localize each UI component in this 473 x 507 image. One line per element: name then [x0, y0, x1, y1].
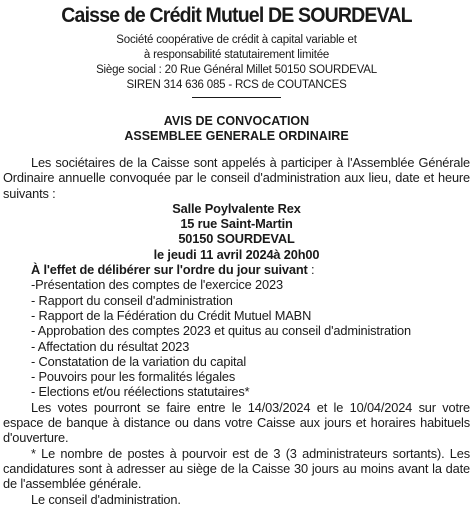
venue-city: 50150 SOURDEVAL	[178, 231, 295, 247]
agenda-item: - Affectation du résultat 2023	[31, 338, 190, 354]
head-office-line: Siège social : 20 Rue Général Millet 50150 SOURDEVAL	[96, 64, 377, 76]
agenda-item: - Constatation de la variation du capital	[31, 353, 247, 369]
meeting-date: le jeudi 11 avril 2024à 20h00	[153, 246, 320, 262]
notice-heading	[0, 114, 473, 144]
agenda-item: - Elections et/ou réélections statutaires*	[31, 384, 250, 400]
notice-heading-line-2: ASSEMBLEE GENERALE ORDINAIRE	[124, 129, 349, 143]
intro-paragraph: Les sociétaires de la Caisse sont appelés à participer à l'Assemblée Générale Ordinaire annuelle convoquée par le conseil d'administration aux lieu, date et heure suivants :	[3, 155, 470, 201]
candidates-paragraph: * Le nombre de postes à pourvoir est de 3 (3 administrateurs sortants). Les candidatures sont à adresser au siège de la Caisse 30 jours au moins avant la date de l'assemblée générale.	[3, 445, 470, 492]
company-details	[0, 33, 473, 93]
notice-body	[3, 155, 470, 507]
agenda-item: - Rapport de la Fédération du Crédit Mutuel MABN	[31, 307, 312, 323]
agenda-intro-colon: :	[307, 262, 315, 278]
agenda-item: -Présentation des comptes de l'exercice 2023	[31, 277, 283, 293]
company-type-line: Société coopérative de crédit à capital variable et	[116, 34, 357, 46]
header-divider	[192, 97, 281, 98]
agenda-item: - Pouvoirs pour les formalités légales	[31, 369, 236, 385]
siren-line: SIREN 314 636 085 - RCS de COUTANCES	[126, 79, 347, 91]
venue-block	[3, 201, 470, 262]
venue-name: Salle Poylvalente Rex	[172, 200, 301, 216]
page-title: Caisse de Crédit Mutuel DE SOURDEVAL	[61, 4, 412, 27]
signature: Le conseil d'administration.	[31, 491, 181, 507]
agenda-intro-bold: À l'effet de délibérer sur l'ordre du jour suivant	[31, 262, 308, 278]
notice-heading-line-1: AVIS DE CONVOCATION	[163, 114, 310, 128]
venue-street: 15 rue Saint-Martin	[180, 216, 293, 232]
agenda-item: - Approbation des comptes 2023 et quitus au conseil d'administration	[31, 323, 411, 339]
company-liability-line: à responsabilité statutairement limitée	[143, 49, 330, 61]
votes-paragraph: Les votes pourront se faire entre le 14/03/2024 et le 10/04/2024 sur votre espace de banque à distance ou dans votre Caisse aux jours et horaires habituels d'ouverture.	[3, 399, 470, 446]
agenda-item: - Rapport du conseil d'administration	[31, 292, 233, 308]
agenda-intro	[3, 262, 470, 277]
agenda-list	[3, 277, 470, 399]
